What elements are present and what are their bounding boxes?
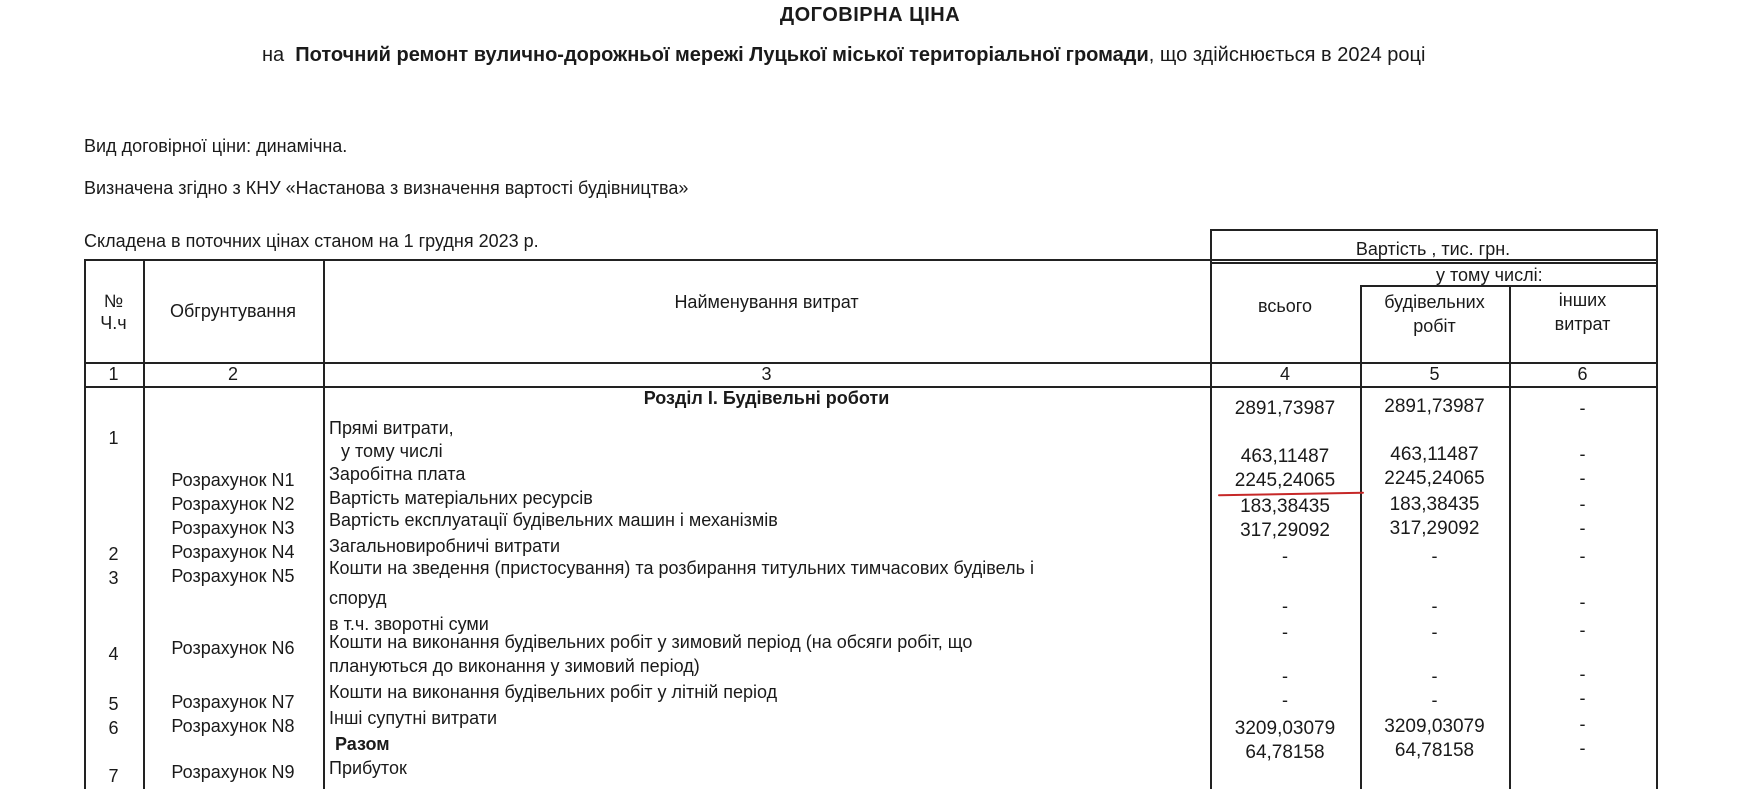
row-other: - — [1579, 714, 1586, 734]
table-border — [1210, 262, 1656, 264]
row-construction: 3209,03079 — [1384, 716, 1485, 737]
row-num: 3 — [108, 568, 119, 588]
row-basis: Розрахунок N7 — [171, 692, 295, 712]
subtitle-suffix: , що здійснюється в 2024 році — [1148, 44, 1426, 66]
row-num: 4 — [108, 644, 119, 664]
header-num-line2: Ч.ч — [100, 313, 127, 333]
row-construction: - — [1431, 596, 1438, 616]
document-title: ДОГОВІРНА ЦІНА — [779, 4, 961, 26]
row-name: плануються до виконання у зимовий період) — [329, 656, 700, 676]
row-name: Прибуток — [329, 758, 407, 778]
header-name: Найменування витрат — [674, 292, 859, 312]
row-other: - — [1579, 738, 1586, 758]
row-construction: 183,38435 — [1389, 494, 1480, 515]
colnum-6: 6 — [1577, 364, 1588, 384]
row-name: в т.ч. зворотні суми — [329, 614, 489, 634]
prices-date: Складена в поточних цінах станом на 1 грудня 2023 р. — [84, 231, 539, 251]
row-name: Загальновиробничі витрати — [329, 536, 561, 556]
row-total: 64,78158 — [1245, 742, 1325, 763]
row-name: споруд — [329, 588, 387, 608]
row-total: - — [1282, 596, 1288, 616]
table-border — [1210, 229, 1656, 231]
row-construction: 64,78158 — [1394, 740, 1475, 761]
header-total: всього — [1258, 296, 1312, 316]
row-name: Кошти на зведення (пристосування) та розбирання титульних тимчасових будівель і — [329, 558, 1034, 578]
colnum-2: 2 — [227, 364, 238, 384]
header-including: у тому числі: — [1436, 265, 1543, 285]
row-total: 183,38435 — [1240, 496, 1330, 517]
row-total: - — [1282, 546, 1288, 566]
header-num-line1: № — [103, 291, 124, 311]
row-construction: 2245,24065 — [1384, 468, 1485, 489]
header-num — [84, 290, 143, 334]
row-construction: - — [1431, 666, 1438, 686]
row-name: Кошти на виконання будівельних робіт у зимовий період (на обсяги робіт, що — [329, 632, 973, 652]
header-construction-line2: робіт — [1413, 316, 1456, 336]
price-type: Вид договірної ціни: динамічна. — [84, 136, 348, 156]
row-basis: Розрахунок N5 — [171, 566, 295, 586]
document-subtitle — [262, 44, 1425, 67]
row-construction: 317,29092 — [1389, 518, 1480, 539]
row-other: - — [1579, 398, 1586, 418]
row-other: - — [1579, 468, 1586, 488]
row-name: Прямі витрати, — [329, 418, 454, 438]
row-basis: Розрахунок N1 — [171, 470, 295, 490]
row-construction: 463,11487 — [1390, 444, 1479, 465]
row-name: Вартість матеріальних ресурсів — [329, 488, 593, 508]
row-total: - — [1282, 622, 1288, 642]
row-name: Вартість експлуатації будівельних машин і механізмів — [329, 510, 778, 530]
row-basis: Розрахунок N3 — [171, 518, 295, 538]
row-num: 2 — [108, 544, 119, 564]
row-basis: Розрахунок N2 — [171, 494, 295, 514]
row-other: - — [1579, 592, 1586, 612]
section-title: Розділ І. Будівельні роботи — [643, 388, 890, 408]
row-total: 2891,73987 — [1234, 398, 1336, 419]
row-construction: - — [1431, 622, 1438, 642]
colnum-1: 1 — [108, 364, 119, 384]
row-total: - — [1282, 666, 1288, 686]
header-construction — [1360, 290, 1509, 338]
header-other — [1509, 288, 1656, 336]
row-other: - — [1579, 444, 1586, 464]
header-other-line2: витрат — [1554, 314, 1611, 334]
header-basis: Обгрунтування — [169, 301, 297, 321]
header-construction-line1: будівельних — [1384, 292, 1485, 312]
row-num: 1 — [108, 428, 119, 448]
row-name: Заробітна плата — [329, 464, 466, 484]
subtitle-object: Поточний ремонт вулично-дорожньої мережі Луцької міської територіальної громади — [295, 44, 1149, 66]
row-basis: Розрахунок N6 — [171, 638, 295, 658]
colnum-3: 3 — [761, 364, 772, 384]
row-other: - — [1579, 620, 1586, 640]
row-total: 3209,03079 — [1234, 718, 1336, 739]
subtitle-prefix: на — [262, 44, 285, 66]
row-other: - — [1579, 494, 1586, 514]
row-num: 5 — [108, 694, 119, 714]
colnum-4: 4 — [1279, 364, 1290, 384]
row-construction: - — [1431, 690, 1438, 710]
row-name-total: Разом — [335, 734, 390, 754]
row-num: 7 — [108, 766, 119, 786]
row-num: 6 — [108, 718, 119, 738]
row-basis: Розрахунок N4 — [171, 542, 295, 562]
row-other: - — [1579, 664, 1586, 684]
row-total: - — [1282, 690, 1288, 710]
row-total-highlighted: 2245,24065 — [1234, 470, 1336, 491]
row-other: - — [1579, 518, 1586, 538]
row-basis: Розрахунок N9 — [171, 762, 295, 782]
table-border — [1656, 229, 1658, 789]
row-basis: Розрахунок N8 — [171, 716, 295, 736]
row-construction: - — [1431, 546, 1438, 566]
row-total: 317,29092 — [1240, 520, 1330, 541]
row-name: Інші супутні витрати — [329, 708, 498, 728]
price-basis: Визначена згідно з КНУ «Настанова з визначення вартості будівництва» — [84, 178, 689, 198]
row-total: 463,11487 — [1240, 446, 1330, 467]
header-cost: Вартість , тис. грн. — [1355, 239, 1511, 259]
row-other: - — [1579, 688, 1586, 708]
row-name: Кошти на виконання будівельних робіт у літній період — [329, 682, 778, 702]
row-construction: 2891,73987 — [1384, 396, 1485, 417]
header-other-line1: інших — [1558, 290, 1607, 310]
row-other: - — [1579, 546, 1586, 566]
colnum-5: 5 — [1429, 364, 1440, 384]
row-name: у тому числі — [341, 441, 443, 461]
table-border — [323, 259, 325, 789]
